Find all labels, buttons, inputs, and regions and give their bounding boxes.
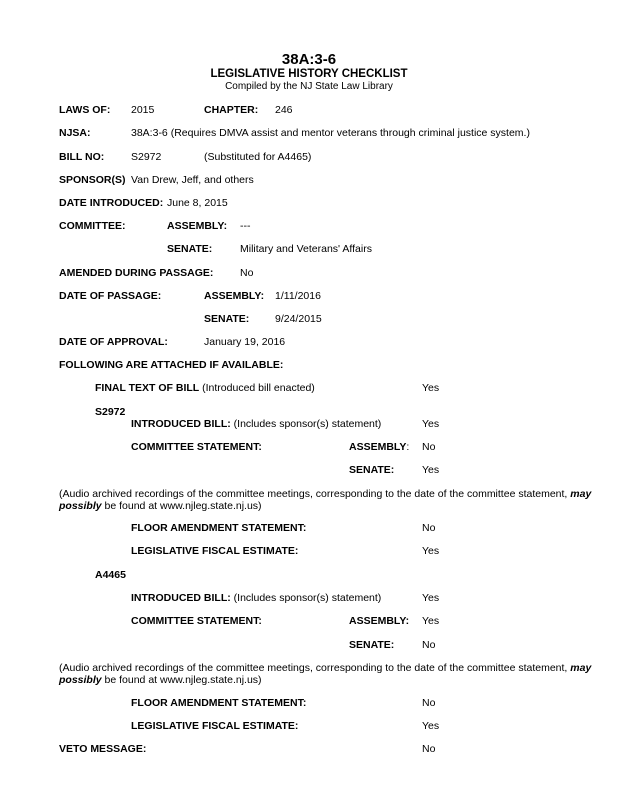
- date-introduced-label: DATE INTRODUCED:: [59, 197, 164, 209]
- s2972-senate-label: SENATE:: [349, 464, 395, 476]
- a4465-floor-label: FLOOR AMENDMENT STATEMENT:: [131, 697, 307, 709]
- amended-value: No: [240, 267, 254, 279]
- a4465-assembly-value: Yes: [422, 615, 440, 627]
- a4465-audio-note-text-1: (Audio archived recordings of the committee meetings, corresponding to the date of the committee statement,: [59, 662, 571, 674]
- s2972-introduced-value: Yes: [422, 418, 440, 430]
- chapter-value: 246: [275, 104, 293, 116]
- s2972-committee-statement-label: COMMITTEE STATEMENT:: [131, 441, 262, 453]
- s2972-floor-value: No: [422, 522, 436, 534]
- bill-substitute: (Substituted for A4465): [204, 151, 312, 163]
- s2972-heading: S2972: [95, 406, 126, 418]
- s2972-audio-note-text-2: be found at www.njleg.state.nj.us): [101, 500, 262, 512]
- statute-title: 38A:3-6: [281, 51, 337, 68]
- s2972-fiscal-value: Yes: [422, 545, 440, 557]
- compiled-by: Compiled by the NJ State Law Library: [225, 81, 393, 92]
- chapter-label: CHAPTER:: [204, 104, 259, 116]
- passage-assembly-label: ASSEMBLY:: [204, 290, 265, 302]
- committee-assembly-value: ---: [240, 220, 251, 232]
- attached-heading: FOLLOWING ARE ATTACHED IF AVAILABLE:: [59, 359, 284, 371]
- a4465-fiscal-label: LEGISLATIVE FISCAL ESTIMATE:: [131, 720, 299, 732]
- a4465-floor-value: No: [422, 697, 436, 709]
- laws-of-label: LAWS OF:: [59, 104, 111, 116]
- veto-value: No: [422, 743, 436, 755]
- passage-senate-label: SENATE:: [204, 313, 250, 325]
- final-text-row: [95, 382, 315, 394]
- s2972-assembly-label: ASSEMBLY: [349, 441, 407, 453]
- a4465-introduced-value: Yes: [422, 592, 440, 604]
- sponsor-value: Van Drew, Jeff, and others: [131, 174, 254, 186]
- s2972-audio-note-emphasis: may possibly: [59, 488, 592, 512]
- a4465-introduced-row: [131, 592, 381, 604]
- a4465-introduced-note: (Includes sponsor(s) statement): [230, 592, 382, 604]
- date-introduced-value: June 8, 2015: [167, 197, 228, 209]
- s2972-assembly-row: [349, 441, 409, 453]
- final-text-label: FINAL TEXT OF BILL: [95, 382, 200, 394]
- a4465-assembly-label: ASSEMBLY:: [349, 615, 410, 627]
- s2972-floor-label: FLOOR AMENDMENT STATEMENT:: [131, 522, 307, 534]
- veto-label: VETO MESSAGE:: [59, 743, 147, 755]
- a4465-audio-note: [59, 662, 604, 686]
- a4465-fiscal-value: Yes: [422, 720, 440, 732]
- final-text-value: Yes: [422, 382, 440, 394]
- a4465-introduced-label: INTRODUCED BILL:: [131, 592, 231, 604]
- s2972-assembly-value: No: [422, 441, 436, 453]
- amended-label: AMENDED DURING PASSAGE:: [59, 267, 214, 279]
- s2972-introduced-note: (Includes sponsor(s) statement): [230, 418, 382, 430]
- bill-no-label: BILL NO:: [59, 151, 105, 163]
- checklist-title: LEGISLATIVE HISTORY CHECKLIST: [210, 68, 408, 80]
- s2972-audio-note: [59, 488, 604, 512]
- a4465-committee-statement-label: COMMITTEE STATEMENT:: [131, 615, 262, 627]
- committee-label: COMMITTEE:: [59, 220, 126, 232]
- a4465-audio-note-emphasis: may possibly: [59, 662, 592, 686]
- committee-assembly-label: ASSEMBLY:: [167, 220, 228, 232]
- sponsor-label: SPONSOR(S): [59, 174, 126, 186]
- passage-assembly-value: 1/11/2016: [275, 290, 321, 302]
- bill-no-value: S2972: [131, 151, 162, 163]
- passage-senate-value: 9/24/2015: [275, 313, 322, 325]
- date-approval-label: DATE OF APPROVAL:: [59, 336, 168, 348]
- date-passage-label: DATE OF PASSAGE:: [59, 290, 162, 302]
- s2972-introduced-row: [131, 418, 381, 430]
- laws-of-value: 2015: [131, 104, 155, 116]
- njsa-label: NJSA:: [59, 127, 91, 139]
- a4465-audio-note-text-2: be found at www.njleg.state.nj.us): [101, 674, 262, 686]
- s2972-assembly-colon: :: [406, 441, 410, 453]
- njsa-value: 38A:3-6 (Requires DMVA assist and mentor veterans through criminal justice system.): [131, 127, 530, 139]
- a4465-senate-value: No: [422, 639, 436, 651]
- s2972-introduced-label: INTRODUCED BILL:: [131, 418, 231, 430]
- s2972-audio-note-text-1: (Audio archived recordings of the committee meetings, corresponding to the date of the committee statement,: [59, 488, 571, 500]
- final-text-note: (Introduced bill enacted): [199, 382, 315, 394]
- s2972-fiscal-label: LEGISLATIVE FISCAL ESTIMATE:: [131, 545, 299, 557]
- date-approval-value: January 19, 2016: [204, 336, 286, 348]
- committee-senate-value: Military and Veterans' Affairs: [240, 243, 372, 255]
- a4465-heading: A4465: [95, 569, 126, 581]
- s2972-senate-value: Yes: [422, 464, 440, 476]
- a4465-senate-label: SENATE:: [349, 639, 395, 651]
- committee-senate-label: SENATE:: [167, 243, 213, 255]
